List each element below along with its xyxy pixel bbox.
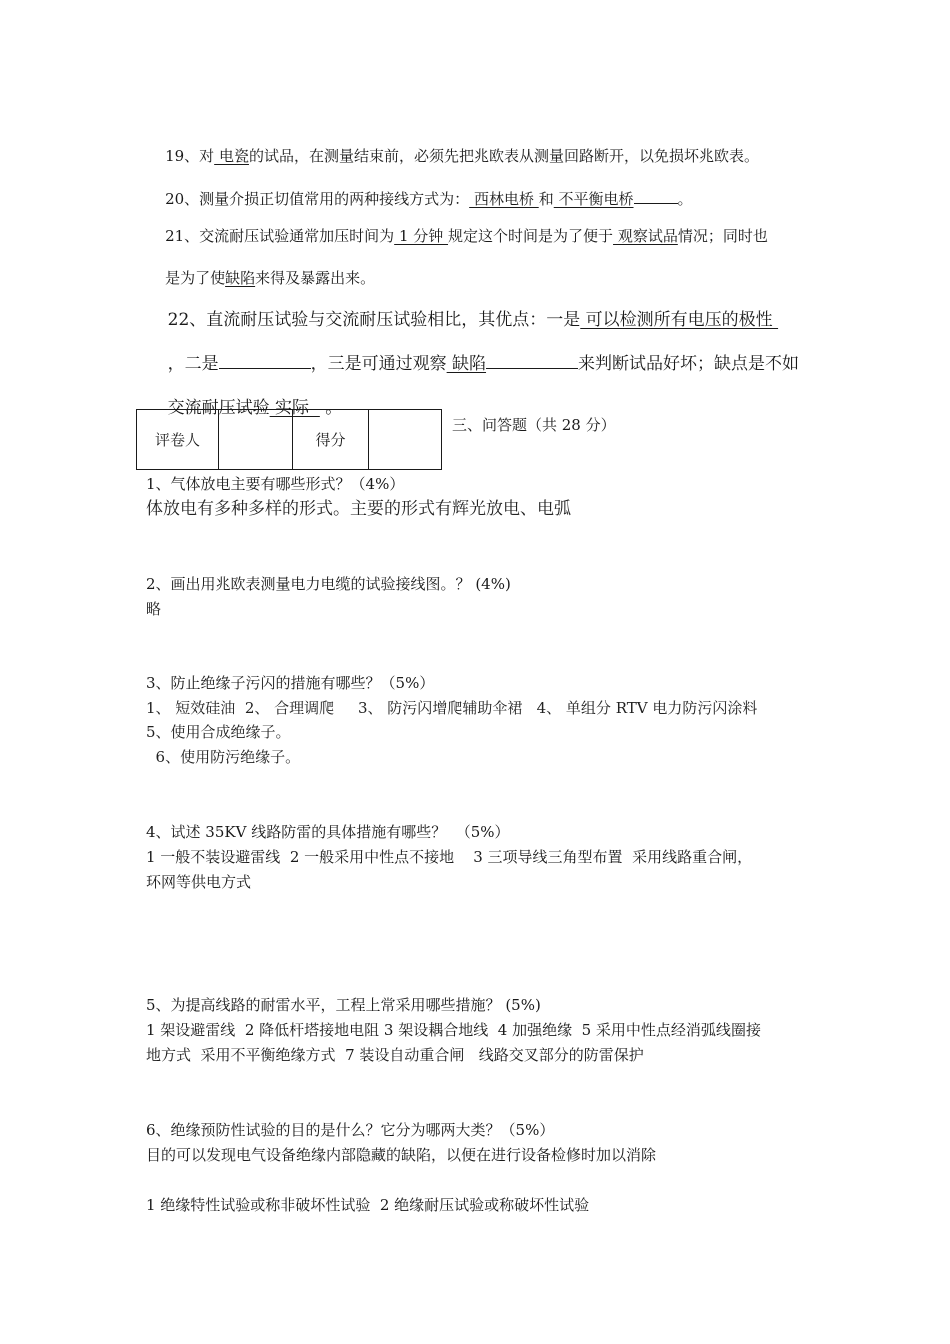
qa-3-answer-3: 6、使用防污绝缘子。 (146, 748, 301, 766)
q20-answer-2: 不平衡电桥 (553, 190, 634, 208)
qa-4-question: 4、试述 35KV 线路防雷的具体措施有哪些？ （5%） (146, 823, 510, 841)
qa-5-question: 5、为提高线路的耐雷水平，工程上常采用哪些措施？ (5%) (146, 996, 541, 1014)
qa-5-answer-2: 地方式 采用不平衡绝缘方式 7 装设自动重合闸 线路交叉部分的防雷保护 (146, 1046, 644, 1064)
q21-mid: 规定这个时间是为了便于 (448, 227, 614, 245)
qa-3-answer-1: 1、 短效硅油 2、 合理调爬 3、 防污闪增爬辅助伞裙 4、 单组分 RTV 电力防污闪涂料 (146, 699, 758, 717)
q22-answer-4: 实际 (269, 398, 320, 418)
qa-6-answer-2: 1 绝缘特性试验或称非破坏性试验 2 绝缘耐压试验或称破坏性试验 (146, 1196, 590, 1214)
score-value-cell[interactable] (369, 410, 442, 470)
qa-1-answer: 体放电有多种多样的形式。主要的形式有辉光放电、电弧 (146, 499, 571, 519)
section-3-title: 三、问答题（共 28 分） (452, 416, 616, 434)
q21-line2-prefix: 是为了使 (165, 269, 226, 287)
qa-3-question: 3、防止绝缘子污闪的措施有哪些？（5%） (146, 674, 435, 692)
q22-answer-3: 缺陷 (446, 354, 487, 374)
q20-blank-fill (634, 185, 678, 204)
q21-prefix: 21、交流耐压试验通常加压时间为 (165, 227, 395, 245)
q21-answer-2: 观察试品 (613, 227, 678, 245)
q22-line3-prefix: 交流耐压试验 (167, 398, 270, 418)
qa-4-answer-1: 1 一般不装设避雷线 2 一般采用中性点不接地 3 三项导线三角型布置 采用线路重合闸， (146, 848, 753, 866)
q20-prefix: 20、测量介损正切值常用的两种接线方式为： (165, 190, 470, 208)
q19-suffix: 的试品，在测量结束前，必须先把兆欧表从测量回路断开，以免损坏兆欧表。 (248, 147, 759, 165)
grader-name-cell[interactable] (219, 410, 293, 470)
grader-label-cell: 评卷人 (137, 410, 219, 470)
q21-answer-3: 缺陷 (225, 269, 256, 287)
q22-blank-3 (486, 350, 578, 369)
qa-4-answer-2: 环网等供电方式 (146, 873, 252, 891)
qa-2-question: 2、画出用兆欧表测量电力电缆的试验接线图。？ (4%) (146, 575, 511, 593)
q20-mid: 和 (538, 190, 554, 208)
q21-answer-1: 1 分钟 (394, 227, 449, 245)
score-label-cell: 得分 (293, 410, 369, 470)
qa-6-answer-1: 目的可以发现电气设备绝缘内部隐藏的缺陷，以便在进行设备检修时加以消除 (146, 1146, 657, 1164)
q21-line2-suffix: 来得及暴露出来。 (255, 269, 376, 287)
q21-suffix: 情况；同时也 (677, 227, 768, 245)
q22-line3-suffix: 。 (319, 398, 343, 418)
q22-line2-c: 来判断试品好坏；缺点是不如 (578, 354, 800, 374)
q22-prefix: 22、直流耐压试验与交流耐压试验相比，其优点：一是 (167, 310, 581, 330)
q22-line2-b: ，三是可通过观察 (310, 354, 447, 374)
qa-5-answer-1: 1 架设避雷线 2 降低杆塔接地电阻 3 架设耦合地线 4 加强绝缘 5 采用中性点经消弧线圈接 (146, 1021, 761, 1039)
qa-1-question: 1、气体放电主要有哪些形式？（4%） (146, 475, 405, 493)
q22-blank-2 (219, 350, 311, 369)
qa-2-answer: 略 (146, 600, 162, 618)
q20-answer-1: 西林电桥 (469, 190, 539, 208)
qa-3-answer-2: 5、使用合成绝缘子。 (146, 723, 291, 741)
q20-suffix: 。 (677, 190, 693, 208)
grader-table (136, 409, 442, 470)
q22-answer-1: 可以检测所有电压的极性 (580, 310, 779, 330)
q22-line2-a: ，二是 (167, 354, 219, 374)
qa-6-question: 6、绝缘预防性试验的目的是什么？它分为哪两大类？（5%） (146, 1121, 555, 1139)
q19-prefix: 19、对 (165, 147, 215, 165)
q19-answer: 电瓷 (214, 147, 249, 165)
